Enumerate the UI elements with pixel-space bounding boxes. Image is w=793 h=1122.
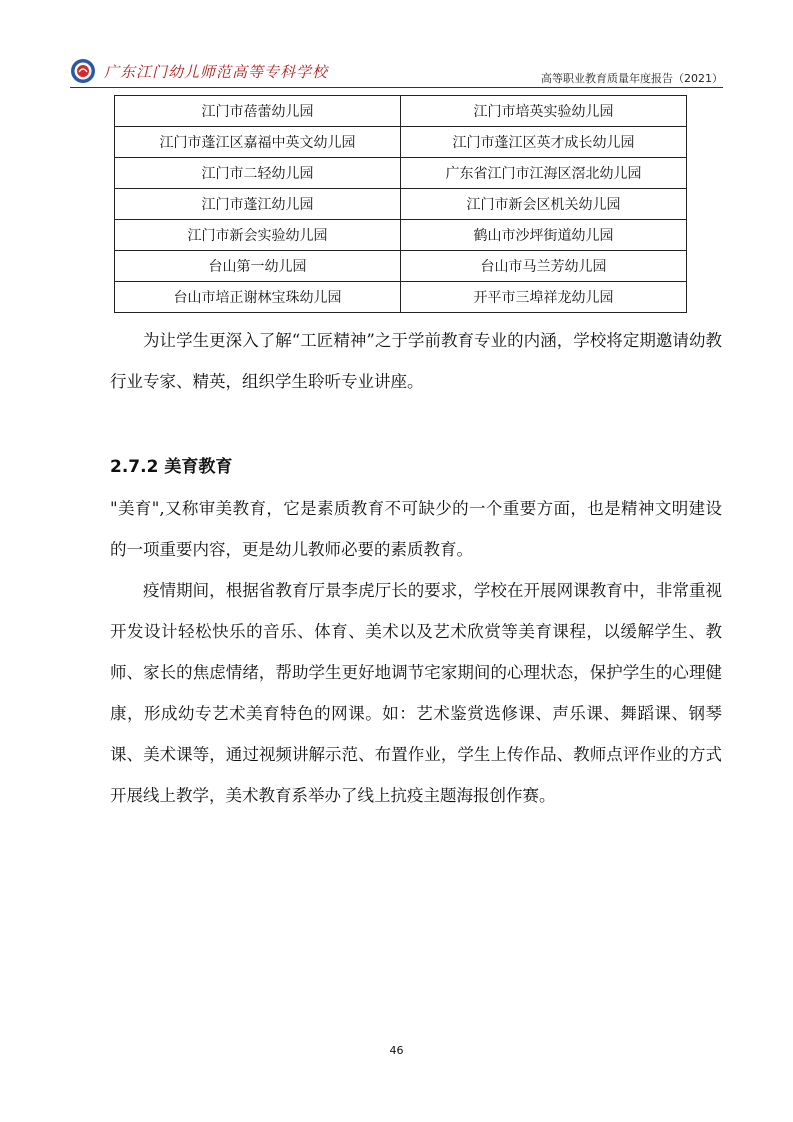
table-cell: 江门市蓬江区英才成长幼儿园 — [401, 127, 687, 158]
report-title: 高等职业教育质量年度报告（2021） — [541, 72, 723, 85]
page-number: 46 — [389, 1044, 404, 1057]
paragraph-lecture: 为让学生更深入了解“工匠精神”之于学前教育专业的内涵，学校将定期邀请幼教行业专家、精英，组织学生聆听专业讲座。 — [110, 331, 722, 391]
table-cell: 台山市马兰芳幼儿园 — [401, 251, 687, 282]
kindergarten-table — [114, 95, 687, 313]
table-cell: 江门市蓬江幼儿园 — [115, 189, 401, 220]
table-row — [115, 220, 687, 251]
table-cell: 江门市新会实验幼儿园 — [115, 220, 401, 251]
paragraph-pandemic-courses: 疫情期间，根据省教育厅景李虎厅长的要求，学校在开展网课教育中，非常重视开发设计轻松快乐的音乐、体育、美术以及艺术欣赏等美育课程，以缓解学生、教师、家长的焦虑情绪，帮助学生更好地调节宅家期间的心理状态，保护学生的心理健康，形成幼专艺术美育特色的网课。如：艺术鉴赏选修课、声乐课、舞蹈课、钢琴课、美术课等，通过视频讲解示范、布置作业，学生上传作品、教师点评作业的方式开展线上教学，美术教育系举办了线上抗疫主题海报创作赛。 — [110, 581, 722, 805]
table-cell: 开平市三埠祥龙幼儿园 — [401, 282, 687, 313]
table-cell: 广东省江门市江海区滘北幼儿园 — [401, 158, 687, 189]
page-header — [70, 52, 723, 86]
school-logo-text: 广东江门幼儿师范高等专科学校 — [104, 63, 329, 81]
table-row — [115, 251, 687, 282]
section-heading: 2.7.2 美育教育 — [110, 457, 233, 477]
table-cell: 江门市蓬江区嘉福中英文幼儿园 — [115, 127, 401, 158]
table-cell: 江门市新会区机关幼儿园 — [401, 189, 687, 220]
paragraph-aesthetic-definition: "美育",又称审美教育，它是素质教育不可缺少的一个重要方面，也是精神文明建设的一项重要内容，更是幼儿教师必要的素质教育。 — [110, 499, 722, 559]
table-cell: 江门市蓓蕾幼儿园 — [115, 96, 401, 127]
table-row — [115, 96, 687, 127]
table-cell: 江门市二轻幼儿园 — [115, 158, 401, 189]
header-divider — [70, 87, 723, 88]
table-row — [115, 189, 687, 220]
table-cell: 台山第一幼儿园 — [115, 251, 401, 282]
school-emblem-icon — [70, 58, 96, 84]
table-cell: 台山市培正谢林宝珠幼儿园 — [115, 282, 401, 313]
table-row — [115, 127, 687, 158]
table-cell: 鹤山市沙坪街道幼儿园 — [401, 220, 687, 251]
table-row — [115, 158, 687, 189]
table-cell: 江门市培英实验幼儿园 — [401, 96, 687, 127]
table-row — [115, 282, 687, 313]
